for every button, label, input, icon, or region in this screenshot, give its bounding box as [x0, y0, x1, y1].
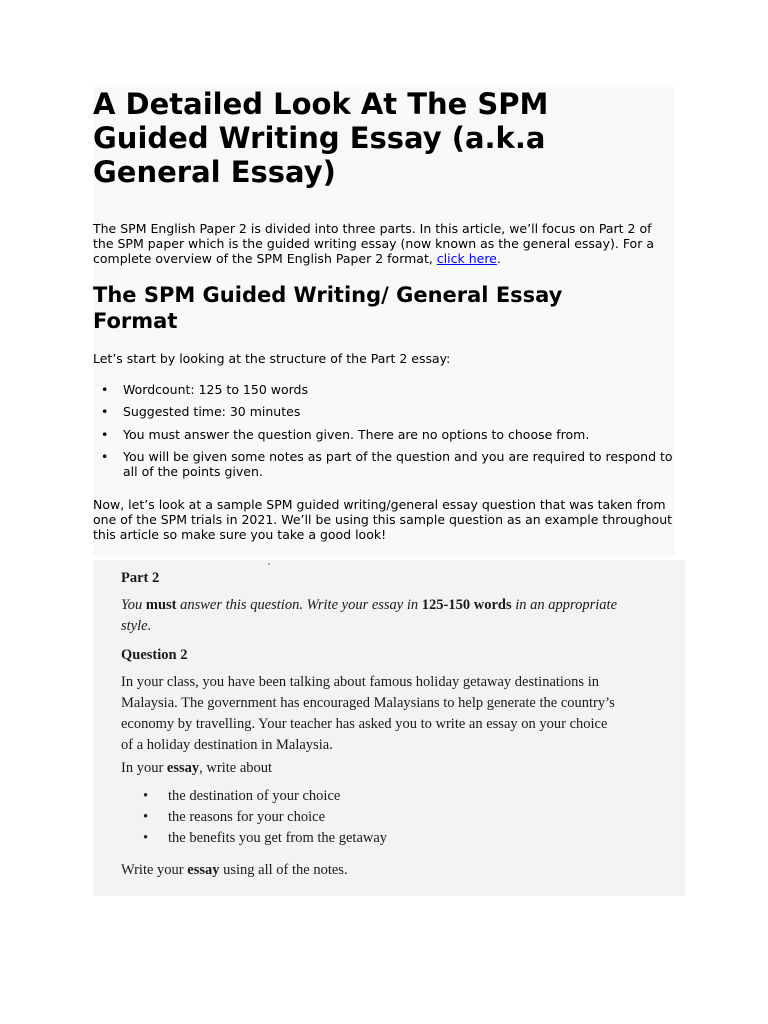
note-item: [143, 786, 387, 807]
bullet-icon: •: [143, 830, 149, 846]
list-item-text: You will be given some notes as part of the question and you are required to respond to all of the points given.: [123, 448, 673, 479]
instruction-text: You: [121, 597, 146, 613]
format-list: [93, 382, 675, 486]
intro-text: The SPM English Paper 2 is divided into three parts. In this article, we’ll focus on Part 2 of the SPM paper which is the guided writing essay (now known as the general essay). For a complete overview of the SPM English Paper 2 format,: [93, 221, 654, 266]
instruction-line: [121, 595, 617, 616]
word-count: 125-150 words: [421, 597, 512, 613]
list-item: [93, 404, 675, 419]
bullet-icon: •: [101, 448, 109, 464]
note-item: [143, 807, 387, 828]
write-about-emphasis: essay: [166, 760, 200, 776]
prompt-line: In your class, you have been talking about famous holiday getaway destinations in: [121, 674, 599, 690]
note-text: the destination of your choice: [168, 788, 341, 804]
instruction-text: in an appropriate: [511, 597, 618, 613]
instruction-text: answer this question. Write your essay in: [176, 597, 422, 613]
list-item: [93, 382, 675, 397]
instruction-emphasis: must: [145, 597, 177, 613]
question-label: Question 2: [121, 647, 188, 663]
bullet-icon: •: [101, 382, 109, 397]
write-about-text: , write about: [199, 760, 273, 776]
list-item-text: You must answer the question given. There are no options to choose from.: [123, 426, 590, 442]
exam-question-image: [93, 560, 685, 896]
notes-list: [143, 786, 387, 849]
outro-paragraph: Now, let’s look at a sample SPM guided writing/general essay question that was taken from one of the SPM trials in 2021. We’ll be using this sample question as an example throughout this article so make sure you take a good look!: [93, 497, 673, 542]
note-text: the reasons for your choice: [168, 809, 326, 825]
prompt-line: economy by travelling. Your teacher has asked you to write an essay on your choice: [121, 716, 608, 732]
note-text: the benefits you get from the getaway: [168, 830, 388, 846]
click-here-link[interactable]: click here: [436, 251, 497, 266]
section-heading: The SPM Guided Writing/ General Essay Format: [93, 283, 563, 333]
note-item: [143, 828, 387, 849]
list-item: [93, 449, 675, 479]
prompt-line: Malaysia. The government has encouraged Malaysians to help generate the country’s: [121, 695, 615, 711]
list-item: [93, 427, 675, 442]
instruction-line-2: style.: [121, 618, 152, 634]
part-label: Part 2: [121, 570, 160, 586]
article-title: A Detailed Look At The SPM Guided Writing Essay (a.k.a General Essay): [93, 87, 549, 189]
list-item-text: Suggested time: 30 minutes: [123, 404, 301, 420]
closing-emphasis: essay: [187, 862, 220, 878]
write-about-line: [121, 758, 272, 779]
closing-line: [121, 860, 348, 881]
scan-speck: [268, 563, 270, 565]
prompt-line: of a holiday destination in Malaysia.: [121, 737, 333, 753]
closing-text: Write your: [121, 862, 188, 878]
list-item-text: Wordcount: 125 to 150 words: [123, 382, 309, 397]
lead-paragraph: Let’s start by looking at the structure of the Part 2 essay:: [93, 351, 451, 366]
intro-paragraph: [93, 221, 675, 266]
bullet-icon: •: [143, 788, 149, 804]
write-about-text: In your: [121, 760, 167, 776]
closing-text: using all of the notes.: [219, 862, 348, 878]
bullet-icon: •: [101, 426, 109, 442]
bullet-icon: •: [101, 404, 109, 420]
bullet-icon: •: [143, 809, 149, 825]
intro-end: .: [496, 251, 501, 266]
